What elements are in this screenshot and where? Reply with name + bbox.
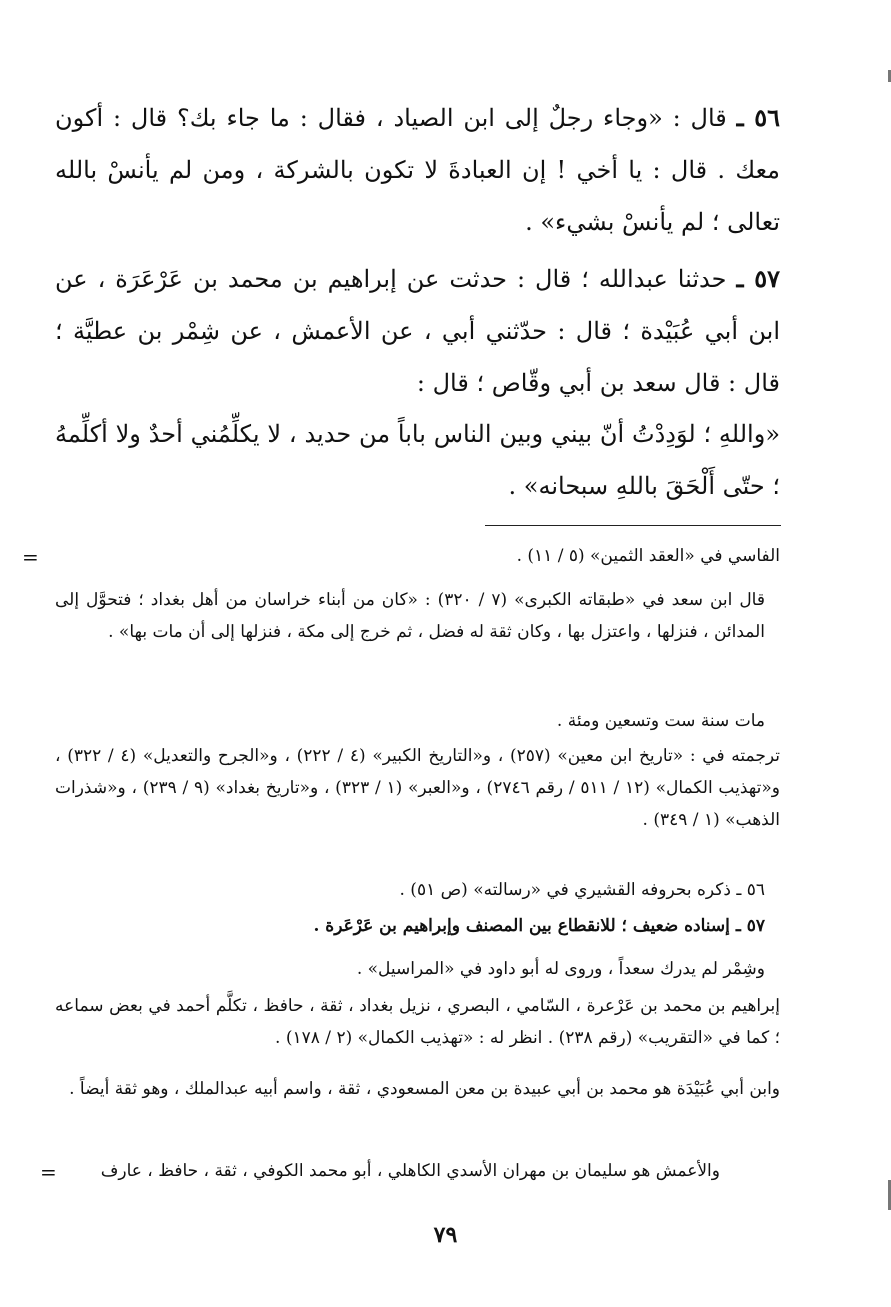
- footnote-line: ترجمته في : «تاريخ ابن معين» (٢٥٧) ، و«التاريخ الكبير» (٤ / ٢٢٢) ، و«الجرح والتعديل» (٤ / ٣٢٢) ، و«تهذيب الكمال» (١٢ / ٥١١ / رقم ٢٧٤٦) ، و«العبر» (١ / ٣٢٣) ، و«تاريخ بغداد» (٩ / ٢٣٩) ، و«شذرات الذهب» (١ / ٣٤٩) .: [55, 746, 780, 830]
- footnote-line: والأعمش هو سليمان بن مهران الأسدي الكاهلي ، أبو محمد الكوفي ، ثقة ، حافظ ، عارف: [100, 1161, 720, 1181]
- paragraph-text: قال : «وجاء رجلٌ إلى ابن الصياد ، فقال : ما جاء بك؟ قال : أكون معك . قال : يا أخي ! إن العبادةَ لا تكون بالشركة ، ومن لم يأنسْ بالله تعالى ؛ لم يأنسْ بشيء» .: [55, 104, 780, 236]
- continuation-end-mark: =: [40, 1160, 57, 1184]
- continuation-mark: =: [22, 545, 39, 569]
- footnote-line: ٥٧ ـ إسناده ضعيف ؛ للانقطاع بين المصنف وإبراهيم بن عَرْعَرة .: [313, 916, 765, 936]
- quote-paragraph: [55, 408, 780, 512]
- footnote-line: ٥٦ ـ ذكره بحروفه القشيري في «رسالته» (ص ٥١) .: [399, 880, 765, 900]
- paragraph-56: [55, 92, 780, 248]
- quote-text: «واللهِ ؛ لوَدِدْتُ أنّ بيني وبين الناس باباً من حديد ، لا يكلِّمُني أحدٌ ولا أكلِّمهُ ؛ حتّى أَلْحَقَ باللهِ سبحانه» .: [55, 420, 780, 500]
- footnote-line: مات سنة ست وتسعين ومئة .: [556, 711, 765, 731]
- paragraph-number: ٥٧ ـ: [736, 264, 780, 293]
- page-number: ٧٩: [433, 1222, 458, 1248]
- footnote-line: إبراهيم بن محمد بن عَرْعرة ، السّامي ، البصري ، نزيل بغداد ، ثقة ، حافظ ، تكلَّم أحمد في بعض سماعه ؛ كما في «التقريب» (رقم ٢٣٨) . انظر له : «تهذيب الكمال» (٢ / ١٧٨) .: [55, 996, 780, 1048]
- paragraph-text: حدثنا عبدالله ؛ قال : حدثت عن إبراهيم بن محمد بن عَرْعَرَة ، عن ابن أبي عُبَيْدة ؛ قال : حدّثني أبي ، عن الأعمش ، عن شِمْر بن عطيَّة ؛ قال : قال سعد بن أبي وقّاص ؛ قال :: [55, 265, 780, 397]
- footnote-line: الفاسي في «العقد الثمين» (٥ / ١١) .: [516, 546, 780, 566]
- footnote-line: قال ابن سعد في «طبقاته الكبرى» (٧ / ٣٢٠) : «كان من أبناء خراسان من أهل بغداد ؛ فتحوَّل إلى المدائن ، فنزلها ، واعتزل بها ، وكان ثقة له فضل ، ثم خرج إلى مكة ، فنزلها إلى أن مات بها» .: [55, 590, 765, 642]
- footnote-line: وشِمْر لم يدرك سعداً ، وروى له أبو داود في «المراسيل» .: [356, 959, 765, 979]
- paragraph-57: [55, 253, 780, 409]
- footnote-separator: [485, 525, 781, 526]
- footnote-line: وابن أبي عُبَيْدَة هو محمد بن أبي عبيدة بن معن المسعودي ، ثقة ، واسم أبيه عبدالملك ، وهو ثقة أيضاً .: [69, 1079, 780, 1099]
- paragraph-number: ٥٦ ـ: [736, 103, 780, 132]
